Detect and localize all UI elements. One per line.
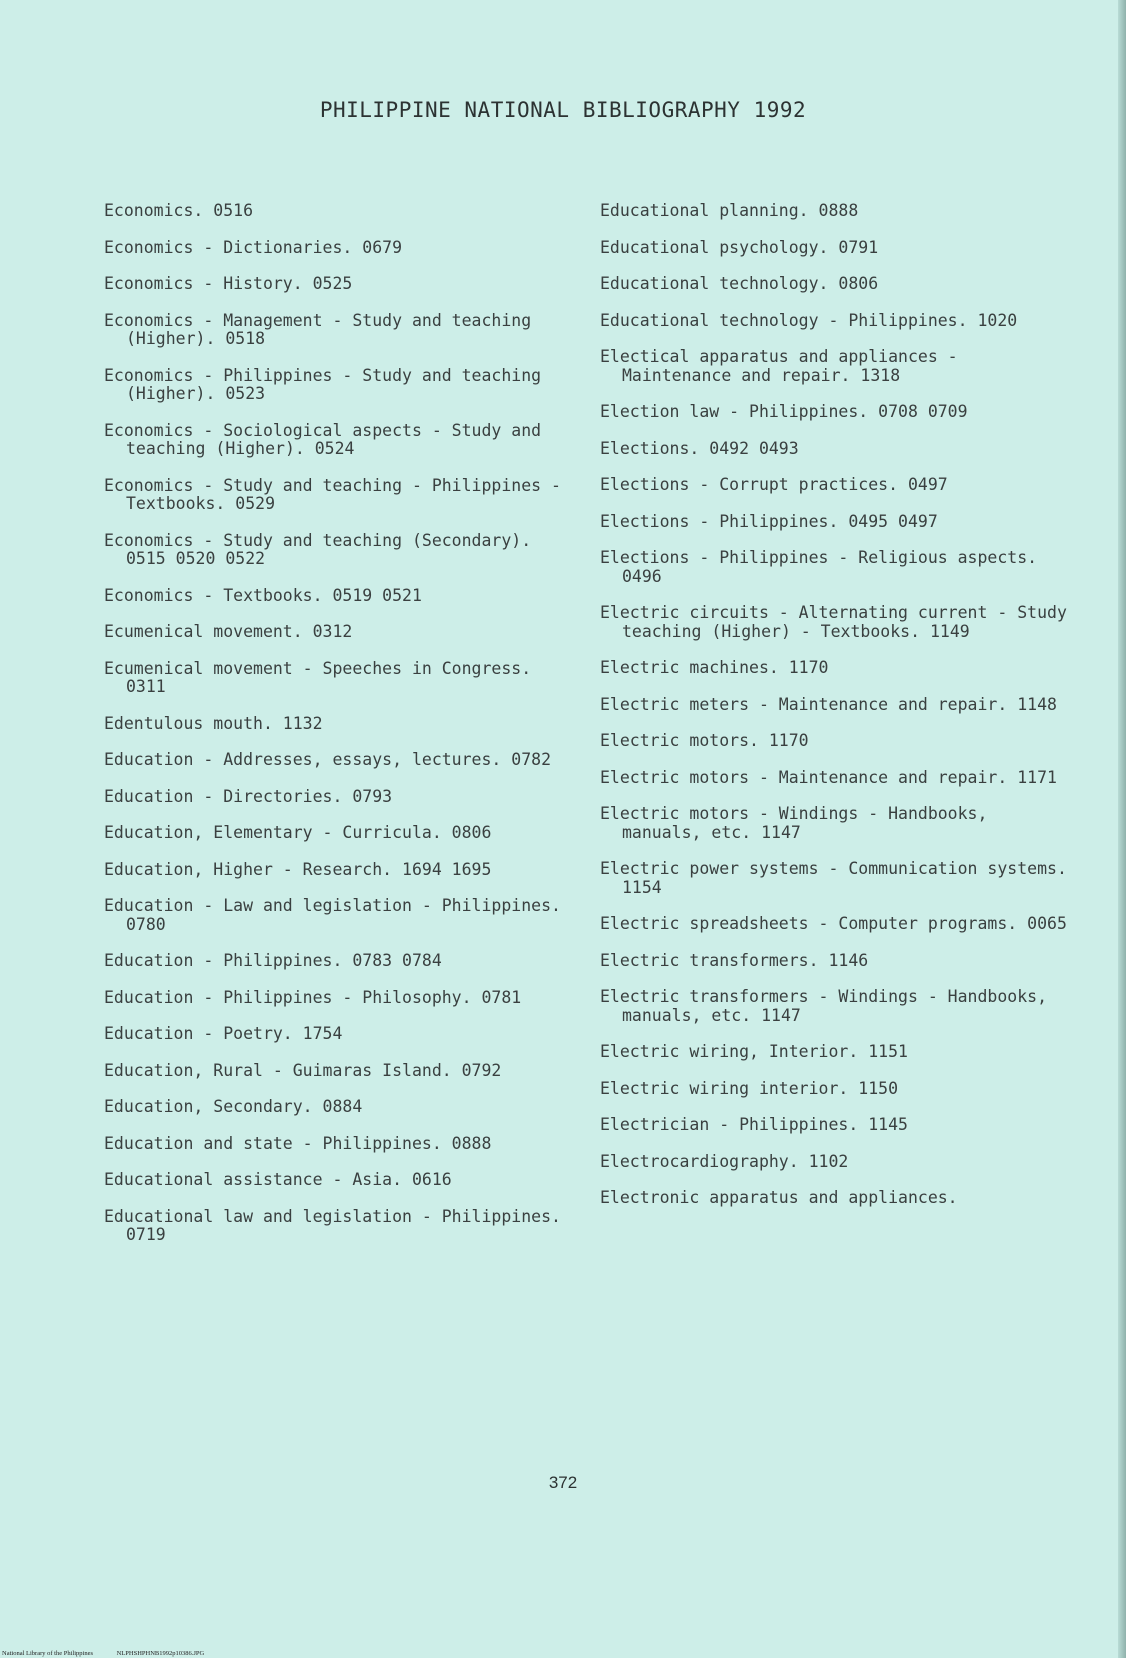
index-entry: Education, Rural - Guimaras Island. 0792 bbox=[104, 1060, 502, 1080]
index-entry: Electric meters - Maintenance and repair. 1148 bbox=[600, 694, 1057, 714]
index-entry: Electric transformers - Windings - Handbooks, manuals, etc. 1147 bbox=[600, 987, 1048, 1025]
index-entry: Electric wiring, Interior. 1151 bbox=[600, 1042, 908, 1061]
index-entry: Education and state - Philippines. 0888 bbox=[104, 1133, 492, 1153]
index-entry: Education - Philippines. 0783 0784 bbox=[104, 951, 442, 970]
index-entry: Economics. 0516 bbox=[104, 201, 254, 220]
index-entry: Elections - Corrupt practices. 0497 bbox=[600, 475, 948, 494]
index-entry: Educational planning. 0888 bbox=[600, 201, 859, 220]
index-entry: Educational technology. 0806 bbox=[600, 274, 879, 293]
file-id-label: NLPHSHPHNB1992p10386.JPG bbox=[116, 1650, 205, 1657]
page-title: PHILIPPINE NATIONAL BIBLIOGRAPHY 1992 bbox=[319, 98, 807, 122]
index-entry: Electric transformers. 1146 bbox=[600, 950, 869, 970]
index-entry: Elections. 0492 0493 bbox=[600, 438, 799, 458]
index-entry: Electrocardiography. 1102 bbox=[600, 1151, 849, 1171]
index-entry: Electical apparatus and appliances - Maintenance and repair. 1318 bbox=[600, 347, 958, 385]
index-entry: Electric machines. 1170 bbox=[600, 658, 829, 677]
index-entry: Education - Directories. 0793 bbox=[104, 786, 393, 806]
index-entry: Education, Elementary - Curricula. 0806 bbox=[104, 823, 492, 842]
index-entry: Electric wiring interior. 1150 bbox=[600, 1078, 899, 1098]
index-entry: Educational psychology. 0791 bbox=[600, 237, 879, 257]
index-entry: Electric motors - Maintenance and repair. 1171 bbox=[600, 767, 1057, 787]
index-entry: Educational technology - Philippines. 1020 bbox=[600, 310, 1018, 330]
index-entry: Elections - Philippines - Religious aspects. 0496 bbox=[600, 548, 1038, 586]
index-entry: Educational law and legislation - Philippines. 0719 bbox=[104, 1206, 561, 1244]
index-entry: Edentulous mouth. 1132 bbox=[104, 713, 323, 733]
index-entry: Elections - Philippines. 0495 0497 bbox=[600, 511, 938, 531]
index-entry: Electric circuits - Alternating current - Study teaching (Higher) - Textbooks. 1149 bbox=[600, 603, 1067, 641]
index-entry: Economics - Philippines - Study and teaching (Higher). 0523 bbox=[104, 365, 542, 403]
index-entry: Education, Secondary. 0884 bbox=[104, 1097, 363, 1116]
page-edge bbox=[1118, 0, 1126, 1658]
index-entry: Ecumenical movement. 0312 bbox=[104, 622, 353, 641]
page-number: 372 bbox=[548, 1473, 578, 1492]
index-entry: Economics - Textbooks. 0519 0521 bbox=[104, 585, 422, 605]
index-entry: Electrician - Philippines. 1145 bbox=[600, 1115, 908, 1134]
index-entry: Electric motors. 1170 bbox=[600, 731, 809, 750]
index-entry: Education - Philippines - Philosophy. 0781 bbox=[104, 987, 522, 1007]
right-column bbox=[600, 202, 1070, 1226]
index-entry: Electric motors - Windings - Handbooks, manuals, etc. 1147 bbox=[600, 804, 988, 842]
index-entry: Economics - Study and teaching - Philippines - Textbooks. 0529 bbox=[104, 475, 561, 513]
index-entry: Electric power systems - Communication systems. 1154 bbox=[600, 859, 1067, 897]
index-entry: Education, Higher - Research. 1694 1695 bbox=[104, 859, 492, 879]
index-entry: Educational assistance - Asia. 0616 bbox=[104, 1170, 452, 1189]
left-column bbox=[104, 202, 574, 1263]
index-entry: Education - Poetry. 1754 bbox=[104, 1024, 343, 1043]
index-entry: Education - Law and legislation - Philippines. 0780 bbox=[104, 896, 561, 934]
index-entry: Economics - Study and teaching (Secondary). 0515 0520 0522 bbox=[104, 530, 532, 568]
index-entry: Economics - Management - Study and teaching (Higher). 0518 bbox=[104, 310, 532, 348]
index-entry: Economics - Dictionaries. 0679 bbox=[104, 237, 403, 257]
index-entry: Economics - History. 0525 bbox=[104, 274, 353, 293]
index-entry: Ecumenical movement - Speeches in Congress. 0311 bbox=[104, 658, 532, 696]
index-entry: Electric spreadsheets - Computer programs. 0065 bbox=[600, 914, 1067, 933]
index-entry: Economics - Sociological aspects - Study and teaching (Higher). 0524 bbox=[104, 420, 542, 458]
index-entry: Electronic apparatus and appliances. bbox=[600, 1188, 958, 1207]
index-entry: Education - Addresses, essays, lectures. 0782 bbox=[104, 750, 552, 769]
scan-credit bbox=[2, 1650, 204, 1657]
source-label: National Library of the Philippines bbox=[2, 1650, 93, 1657]
index-entry: Election law - Philippines. 0708 0709 bbox=[600, 402, 968, 421]
